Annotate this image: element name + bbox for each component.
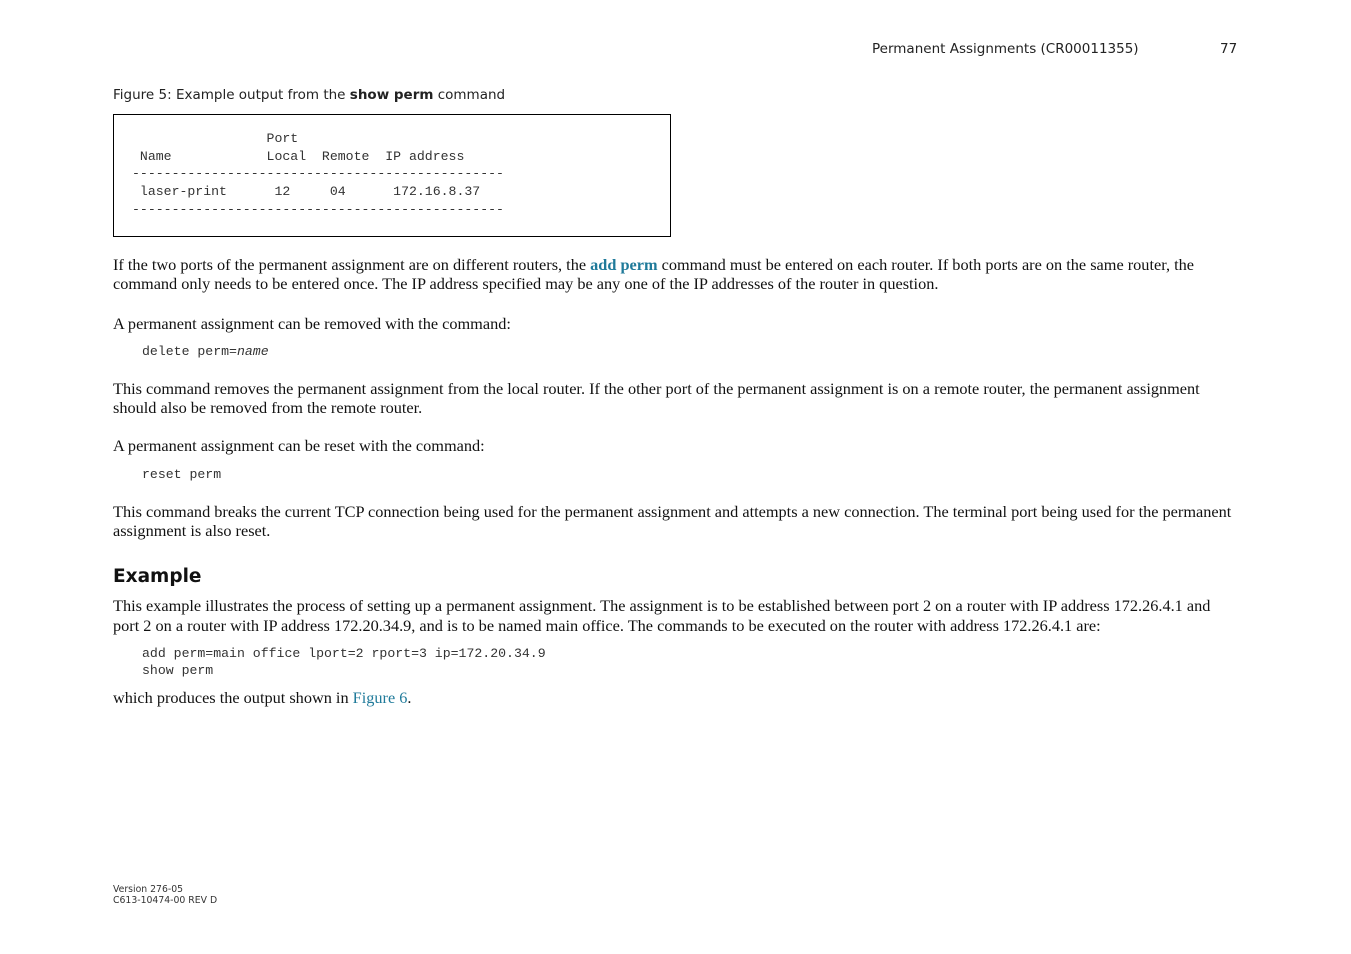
- paragraph: A permanent assignment can be reset with the command:: [113, 436, 485, 456]
- command-output-box: [113, 114, 671, 237]
- paragraph-text: command must be entered on each router. If both ports are on the same router, the command only needs to be entered once. The IP address specified may be any one of the IP addresses of the router in question.: [113, 255, 1194, 294]
- paragraph-text: which produces the output shown in: [113, 687, 353, 707]
- paragraph: This command removes the permanent assignment from the local router. If the other port of the permanent assignment is on a remote router, the permanent assignment should also be removed from the remote router.: [113, 378, 1200, 418]
- code-parameter: name: [236, 343, 269, 359]
- page-header: [0, 41, 1351, 59]
- running-header-title: Permanent Assignments (CR00011355): [872, 41, 1139, 57]
- page-content: [113, 86, 1238, 707]
- output-separator: -----------------------------------------------: [132, 166, 504, 181]
- add-perm-link[interactable]: add perm: [590, 255, 658, 274]
- section-heading: Example: [113, 566, 202, 588]
- output-header-line-2: Name Local Remote IP address: [132, 149, 465, 164]
- figure-6-link[interactable]: Figure 6: [352, 687, 408, 707]
- paragraph-text: If the two ports of the permanent assignment are on different routers, the: [113, 255, 591, 274]
- output-data-row: laser-print 12 04 172.16.8.37: [132, 184, 481, 199]
- footer-version: Version 276-05: [113, 884, 184, 895]
- figure-caption-prefix: Figure 5: Example output from the: [113, 87, 350, 103]
- paragraph: This command breaks the current TCP connection being used for the permanent assignment and attempts a new connection. The terminal port being used for the permanent assignment is also reset.: [113, 501, 1232, 541]
- page-number: 77: [1220, 41, 1238, 57]
- paragraph: This example illustrates the process of setting up a permanent assignment. The assignment is to be established between port 2 on a router with IP address 172.26.4.1 and port 2 on a router with IP address 172.20.34.9, and is to be named main office. The commands to be executed on the router with address 172.26.4.1 are:: [113, 596, 1211, 635]
- code-add-perm: add perm=main office lport=2 rport=3 ip=172.20.34.9: [142, 645, 546, 661]
- paragraph: [113, 688, 1238, 707]
- code-reset-perm: reset perm: [142, 466, 222, 482]
- paragraph-text: .: [407, 687, 412, 707]
- output-header-line-1: Port: [132, 131, 299, 146]
- output-separator: -----------------------------------------------: [132, 202, 504, 217]
- figure-caption: [113, 86, 1238, 104]
- code-delete-perm: [113, 343, 1238, 360]
- page-footer: [113, 884, 217, 906]
- paragraph: A permanent assignment can be removed with the command:: [113, 313, 511, 333]
- figure-caption-suffix: command: [433, 87, 506, 103]
- code-show-perm: show perm: [142, 662, 214, 678]
- footer-doc-code: C613-10474-00 REV D: [113, 895, 218, 906]
- figure-caption-command: show perm: [349, 87, 434, 103]
- code-text: delete perm=: [142, 343, 237, 359]
- paragraph: [113, 255, 1238, 294]
